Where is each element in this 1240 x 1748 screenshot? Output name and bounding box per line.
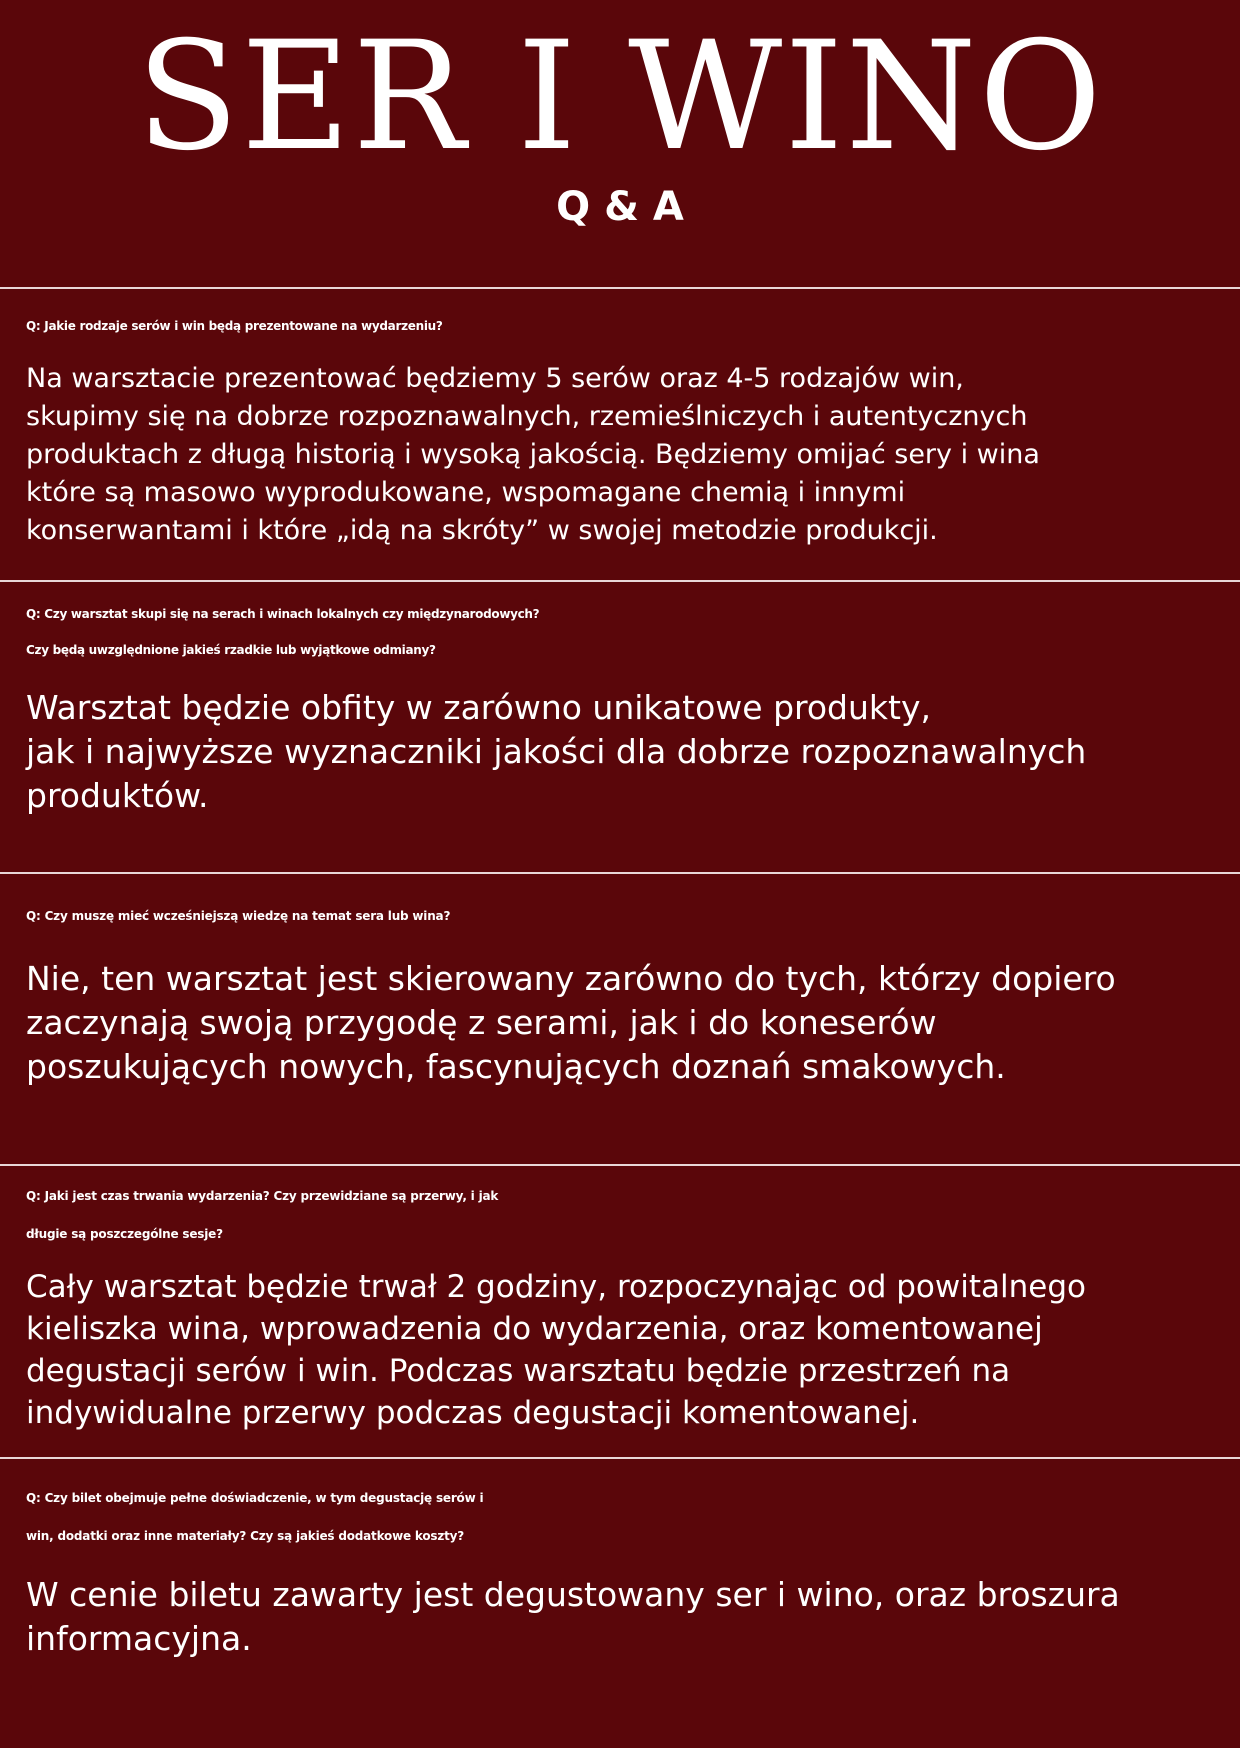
faq-answer: W cenie biletu zawarty jest degustowany ser i wino, oraz broszura informacyjna. (26, 1575, 1120, 1658)
faq-item-ticket (26, 1479, 1226, 1661)
page-subtitle: Q & A (556, 184, 684, 230)
faq-question-line: Q: Jaki jest czas trwania wydarzenia? Czy przewidziane są przerwy, i jak (26, 1189, 499, 1203)
page-title: SER I WINO (136, 10, 1104, 184)
faq-answer: Warsztat będzie obfity w zarówno unikatowe produkty, jak i najwyższe wyznaczniki jakości dla dobrze rozpoznawalnych produktów. (26, 688, 1087, 815)
faq-answer: Nie, ten warsztat jest skierowany zarówno do tych, którzy dopiero zaczynają swoją przygodę z serami, jak i do koneserów poszukujących nowych, fascynujących doznań smakowych. (26, 959, 1116, 1086)
faq-question-line: Q: Czy bilet obejmuje pełne doświadczenie, w tym degustację serów i (26, 1491, 484, 1505)
faq-question-line: Czy będą uwzględnione jakieś rzadkie lub wyjątkowe odmiany? (26, 643, 436, 657)
faq-answer: Cały warsztat będzie trwał 2 godziny, rozpoczynając od powitalnego kieliszka wina, wprowadzenia do wydarzenia, oraz komentowanej degustacji serów i win. Podczas warsztatu będzie przestrzeń na indywidualne przerwy podczas degustacji komentowanej. (26, 1269, 1086, 1431)
faq-question: Q: Czy muszę mieć wcześniejszą wiedzę na temat sera lub wina? (26, 909, 451, 923)
faq-question-line: win, dodatki oraz inne materiały? Czy są jakieś dodatkowe koszty? (26, 1529, 465, 1543)
section-divider (0, 872, 1240, 874)
section-divider (0, 1164, 1240, 1166)
faq-item-local-international (26, 596, 1226, 818)
faq-item-prior-knowledge (26, 893, 1226, 1089)
faq-answer: Na warsztacie prezentować będziemy 5 serów oraz 4-5 rodzajów win, skupimy się na dobrze rozpoznawalnych, rzemieślniczych i autentycznych produktach z długą historią i wysoką jakością. Będziemy omijać sery i wina które są masowo wyprodukowane, wspomagane chemią i innymi konserwantami i które „idą na skróty” w swojej metodzie produkcji. (26, 363, 1040, 546)
faq-question: Q: Jakie rodzaje serów i win będą prezentowane na wydarzeniu? (26, 319, 443, 333)
faq-question-line: Q: Czy warsztat skupi się na serach i winach lokalnych czy międzynarodowych? (26, 607, 540, 621)
section-divider (0, 287, 1240, 289)
section-divider (0, 580, 1240, 582)
faq-item-ingredients (26, 306, 1226, 550)
header (0, 0, 1240, 287)
section-divider (0, 1457, 1240, 1459)
faq-item-duration (26, 1177, 1226, 1434)
faq-question-line: długie są poszczególne sesje? (26, 1227, 223, 1241)
